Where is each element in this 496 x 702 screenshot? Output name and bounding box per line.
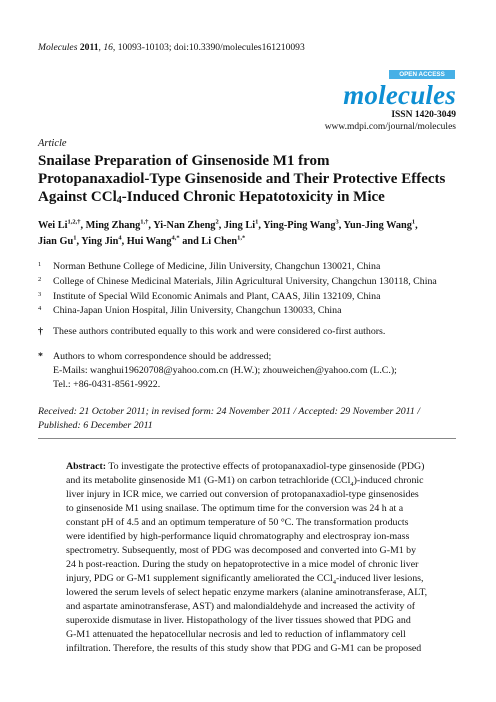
citation-volume: 16 (103, 42, 113, 53)
issn: ISSN 1420-3049 (391, 110, 456, 120)
open-access-badge: OPEN ACCESS (389, 70, 455, 79)
abstract-line: constant pH of 4.5 and an optimum temperature of 50 °C. The transformation products (66, 517, 409, 528)
author: Yi-Nan Zheng (153, 220, 216, 231)
title-line: Snailase Preparation of Ginsenoside M1 from (38, 153, 330, 169)
publication-dates: Received: 21 October 2011; in revised form: 24 November 2011 / Accepted: 29 November 2011 / Published: 6 December 2011 (38, 406, 420, 431)
abstract-label: Abstract: (66, 461, 107, 472)
abstract-line: to ginsenoside M1 using snailase. The optimum time for the conversion was 24 h at a (66, 503, 404, 514)
abstract-line: infiltration. Therefore, the results of this study show that PDG and G-M1 can be proposed (66, 643, 422, 654)
email-line[interactable]: E-Mails: wanghui19620708@yahoo.com.cn (H.W.); zhouweichen@yahoo.com (L.C.); (53, 365, 397, 376)
abstract-line: superoxide dismutase in liver. Histopathology of the liver tissues showed that PDG and (66, 615, 411, 626)
title-line: Against CCl$_4$-Induced Chronic Hepatotoxicity in Mice (38, 189, 385, 206)
abstract-line: liver injury in ICR mice, we carried out conversion of protopanaxadiol-type ginsenosides (66, 489, 419, 500)
citation-journal: Molecules (38, 42, 78, 53)
abstract-line: injury, PDG or G-M1 supplement significantly ameliorated the CCl$_4$-induced liver lesions, (66, 573, 424, 586)
author: Jian Gu (38, 235, 74, 247)
author-line: Jian Gu$^1$, Ying Jin$^4$, Hui Wang$^{4,*}$ and Li Chen$^{1,*}$ (38, 234, 246, 247)
article-type: Article (38, 138, 67, 149)
author: Li Chen (201, 235, 238, 247)
citation-rest: , 10093-10103; doi:10.3390/molecules161210093 (112, 42, 305, 53)
author: Ying-Ping Wang (263, 220, 336, 231)
author: Jing Li (223, 220, 256, 231)
author: Ying Jin (81, 235, 119, 247)
abstract-line: Abstract: To investigate the protective effects of protopanaxadiol-type ginsenoside (PDG) (66, 461, 425, 472)
author: Ming Zhang (85, 220, 141, 231)
journal-logo: molecules (343, 80, 456, 110)
author-list (38, 218, 458, 249)
abstract-line: were identified by high-performance liquid chromatography and electrospray ion-mass (66, 531, 410, 542)
paper-title (38, 152, 458, 206)
abstract-line: and its metabolite ginsenoside M1 (G-M1) on carbon tetrachloride (CCl$_4$)-induced chronic (66, 475, 424, 488)
author: Yun-Jing Wang (343, 220, 412, 231)
abstract-line: G-M1 attenuated the hepatocellular necrosis and led to reduction of inflammatory cell (66, 629, 406, 640)
abstract-line: spectrometry. Subsequently, most of PDG was decomposed and converted into G-M1 by (66, 545, 417, 556)
author: Hui Wang (126, 235, 172, 247)
citation-line: Molecules 2011, 16, 10093-10103; doi:10.3390/molecules161210093 (38, 42, 305, 53)
title-line: Protopanaxadiol-Type Ginsenoside and Their Protective Effects (38, 171, 446, 187)
abstract-line: lowered the serum levels of select hepatic enzyme markers (alanine aminotransferase, ALT, (66, 587, 428, 598)
author: Wei Li (38, 220, 68, 231)
abstract-line: 24 h post-reaction. During the study on hepatoprotective in a mice model of chronic liver (66, 559, 419, 570)
correspondence-note: * Authors to whom correspondence should be addressed; E-Mails: wanghui19620708@yahoo.com.cn (H.W.); zhouweichen@yahoo.com (L.C.); Tel.: +86-0431-8561-9922. (38, 351, 397, 390)
journal-url[interactable]: www.mdpi.com/journal/molecules (324, 122, 456, 132)
citation-year: 2011 (79, 42, 99, 53)
abstract-line: and aspartate aminotransferase, AST) and malondialdehyde and increased the activity of (66, 601, 416, 612)
divider (38, 438, 456, 439)
author-line: Wei $Li^{1,2,\dagger}$, Ming Zhang$^{1,\dagger}$, Yi-Nan Zheng$^2$, Jing Li$^1$, Ying-Ping Wang$^3$, Yun-Jing Wang$^1$, (38, 218, 418, 231)
